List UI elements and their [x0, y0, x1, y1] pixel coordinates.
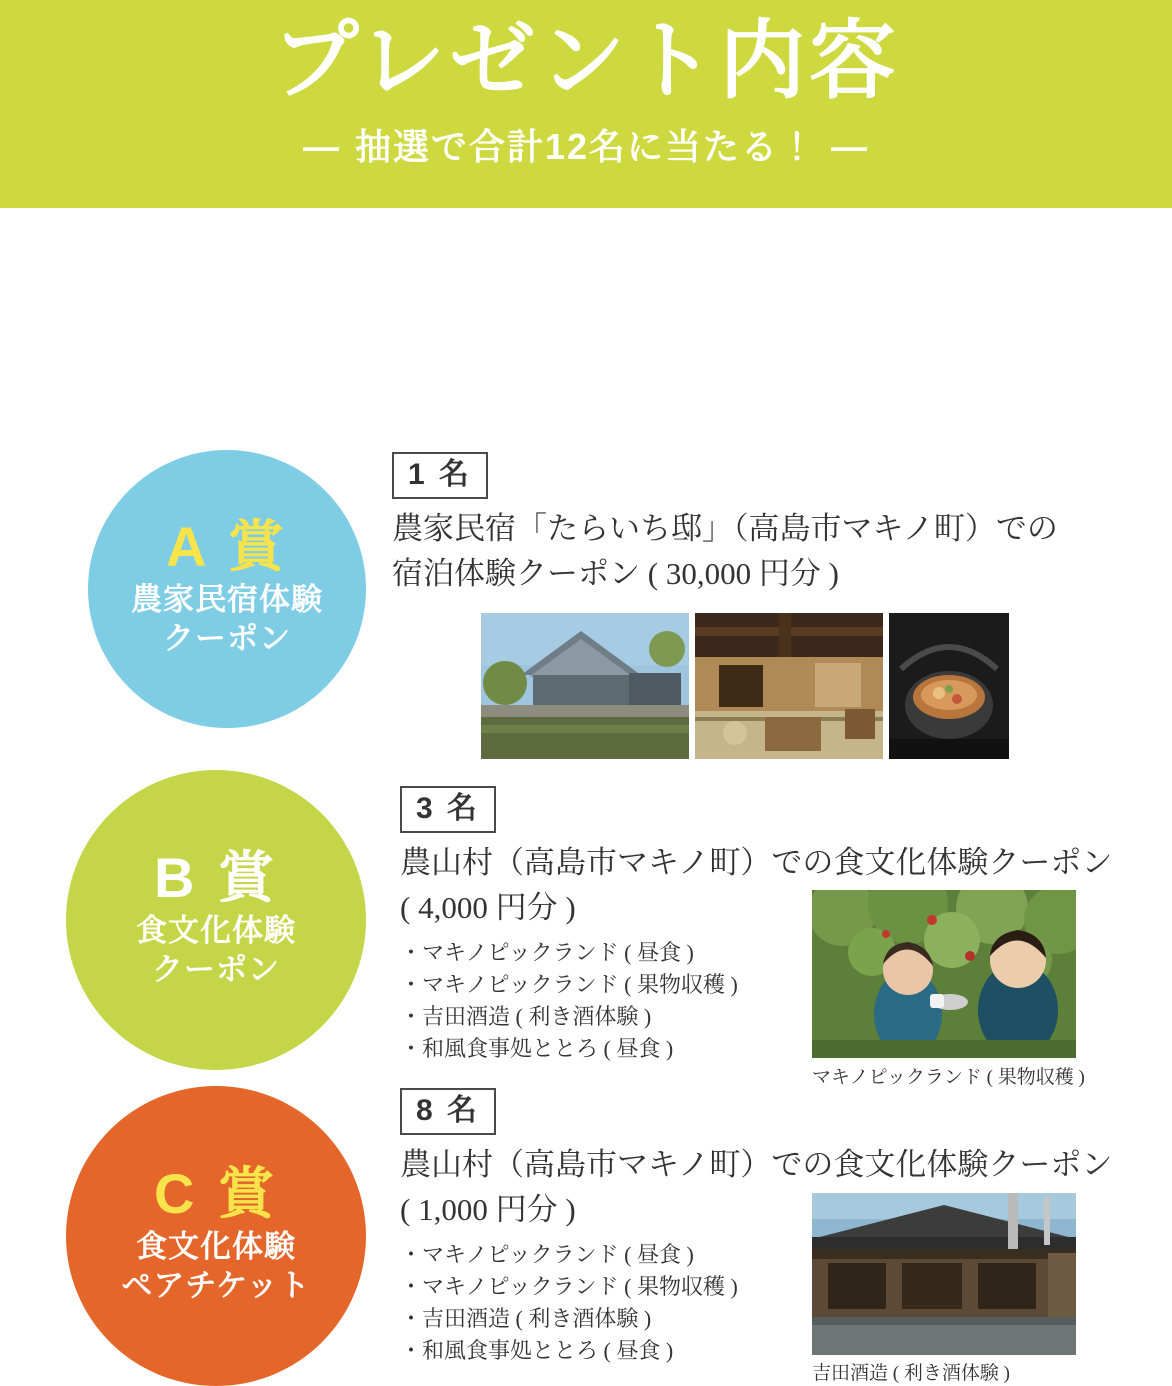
hotpot-photo — [889, 613, 1009, 759]
prize-a-description-line1: 農家民宿「たらいち邸」（高島市マキノ町）での — [392, 511, 1058, 546]
prize-c-count-badge: 8 名 — [400, 1088, 496, 1135]
page-title: プレゼント内容 — [272, 13, 900, 109]
list-item: ・吉田酒造 ( 利き酒体験 ) — [400, 1003, 652, 1029]
prize-list — [0, 208, 1172, 1384]
list-item: ・和風食事処ととろ ( 昼食 ) — [400, 1035, 674, 1061]
dash-left: ― — [302, 125, 341, 167]
prize-badge-c-rank: C 賞 — [154, 1162, 278, 1226]
prize-a-count-badge: 1 名 — [392, 452, 488, 499]
prize-badge-b-line1: 食文化体験 — [136, 913, 296, 949]
list-item: ・吉田酒造 ( 利き酒体験 ) — [400, 1305, 652, 1331]
prize-b-count-badge: 3 名 — [400, 786, 496, 833]
subtitle-text: 抽選で合計12名に当たる！ — [354, 125, 818, 167]
fruit-picking-photo — [812, 890, 1076, 1058]
prize-badge-b-rank: B 賞 — [154, 846, 278, 910]
prize-badge-c-line1: 食文化体験 — [136, 1229, 296, 1265]
prize-b-description-line1: 農山村（高島市マキノ町）での食文化体験クーポン — [400, 845, 1113, 880]
list-item: ・和風食事処ととろ ( 昼食 ) — [400, 1337, 674, 1363]
list-item: ・マキノピックランド ( 果物収穫 ) — [400, 1273, 738, 1299]
fruit-picking-photo-caption: マキノピックランド ( 果物収穫 ) — [812, 1067, 1085, 1088]
sake-brewery-photo — [812, 1193, 1076, 1355]
list-item: ・マキノピックランド ( 果物収穫 ) — [400, 971, 738, 997]
prize-badge-a — [88, 450, 366, 728]
farmhouse-interior-photo — [695, 613, 883, 759]
prize-badge-b-line2: クーポン — [152, 952, 280, 987]
list-item: ・マキノピックランド ( 昼食 ) — [400, 939, 694, 965]
list-item: ・マキノピックランド ( 昼食 ) — [400, 1241, 694, 1267]
prize-badge-c — [66, 1086, 366, 1386]
prize-badge-a-line1: 農家民宿体験 — [131, 582, 323, 618]
prize-a-description — [392, 507, 1152, 597]
prize-detail-a — [392, 452, 1152, 597]
prize-c-description-line2: ( 1,000 円分 ) — [400, 1191, 576, 1227]
farmhouse-exterior-photo — [481, 613, 689, 759]
prize-badge-b — [66, 770, 366, 1070]
prize-badge-a-rank: A 賞 — [166, 515, 288, 579]
prize-a-description-line2: 宿泊体験クーポン ( 30,000 円分 ) — [392, 555, 839, 591]
prize-c-description-line1: 農山村（高島市マキノ町）での食文化体験クーポン — [400, 1147, 1113, 1182]
sake-brewery-photo-caption: 吉田酒造 ( 利き酒体験 ) — [812, 1363, 1010, 1384]
prize-b-description-line2: ( 4,000 円分 ) — [400, 889, 576, 925]
prize-badge-c-line2: ペアチケット — [121, 1268, 311, 1303]
page-header — [0, 0, 1172, 208]
page-subtitle — [289, 119, 883, 170]
dash-right: ― — [831, 125, 870, 167]
prize-badge-a-line2: クーポン — [163, 621, 291, 656]
